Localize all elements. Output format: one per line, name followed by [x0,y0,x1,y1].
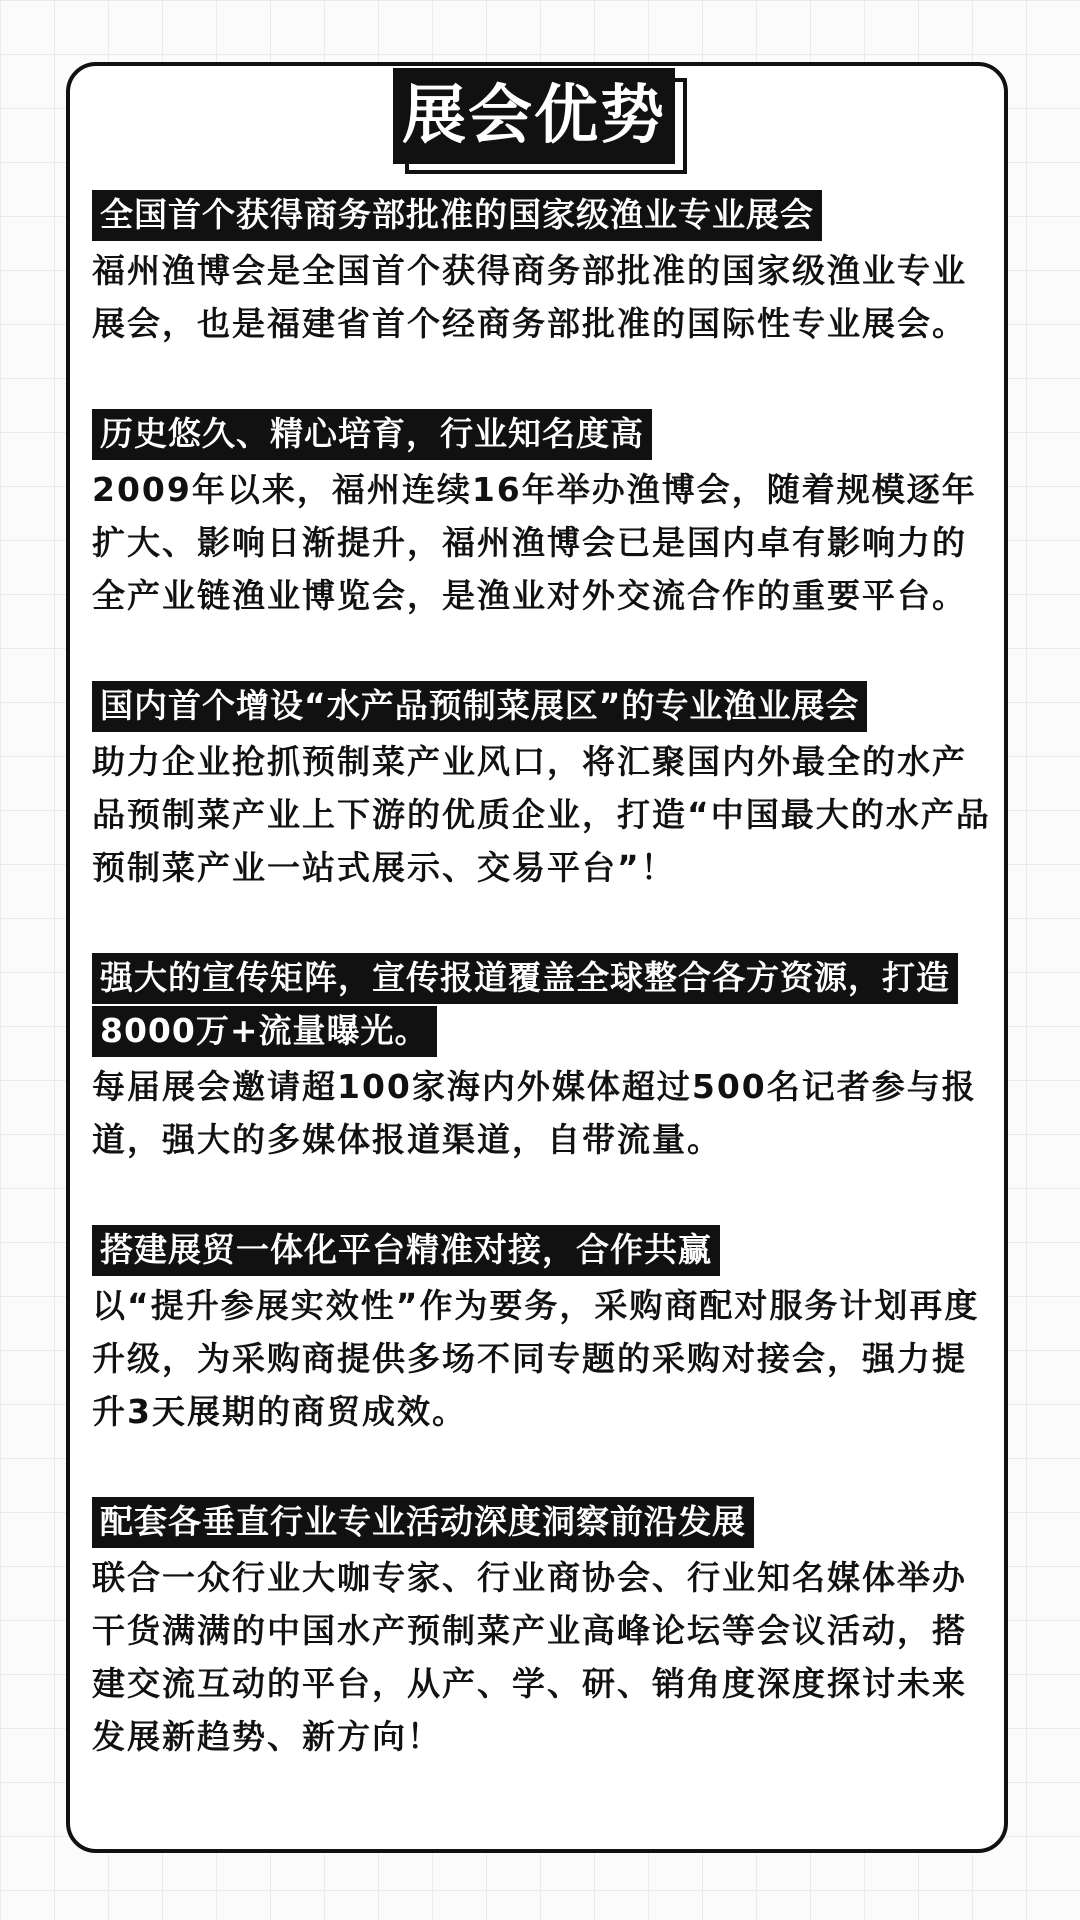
section-1 [92,188,992,350]
section-heading [92,1223,992,1276]
sections-list [92,188,992,1820]
section-5 [92,1223,992,1438]
page-title: 展会优势 [393,68,675,164]
section-heading-text: 搭建展贸一体化平台精准对接，合作共赢 [92,1225,720,1276]
section-body: 联合一众行业大咖专家、行业商协会、行业知名媒体举办干货满满的中国水产预制菜产业高峰论坛等会议活动，搭建交流互动的平台，从产、学、研、销角度深度探讨未来发展新趋势、新方向！ [92,1558,967,1756]
section-heading-text: 历史悠久、精心培育，行业知名度高 [92,409,652,460]
section-heading-text: 国内首个增设“水产品预制菜展区”的专业渔业展会 [92,681,867,732]
section-6 [92,1495,992,1763]
section-heading [92,407,992,460]
section-body: 福州渔博会是全国首个获得商务部批准的国家级渔业专业展会，也是福建省首个经商务部批准的国际性专业展会。 [92,251,967,343]
section-2 [92,407,992,622]
section-heading [92,679,992,732]
section-4 [92,951,992,1166]
section-body: 2009年以来，福州连续16年举办渔博会，随着规模逐年扩大、影响日渐提升，福州渔博会已是国内卓有影响力的全产业链渔业博览会，是渔业对外交流合作的重要平台。 [92,470,977,615]
section-heading-text: 全国首个获得商务部批准的国家级渔业专业展会 [92,190,822,241]
section-heading-text: 配套各垂直行业专业活动深度洞察前沿发展 [92,1497,754,1548]
section-body: 每届展会邀请超100家海内外媒体超过500名记者参与报道，强大的多媒体报道渠道，自带流量。 [92,1067,977,1159]
section-body: 以“提升参展实效性”作为要务，采购商配对服务计划再度升级，为采购商提供多场不同专题的采购对接会，强力提升3天展期的商贸成效。 [92,1286,980,1431]
section-heading [92,1495,992,1548]
section-3 [92,679,992,894]
section-body: 助力企业抢抓预制菜产业风口，将汇聚国内外最全的水产品预制菜产业上下游的优质企业，打造“中国最大的水产品预制菜产业一站式展示、交易平台”！ [92,742,991,887]
section-heading-text: 强大的宣传矩阵，宣传报道覆盖全球整合各方资源，打造8000万+流量曝光。 [92,953,958,1057]
title-badge [393,68,675,164]
section-heading [92,951,992,1057]
section-heading [92,188,992,241]
